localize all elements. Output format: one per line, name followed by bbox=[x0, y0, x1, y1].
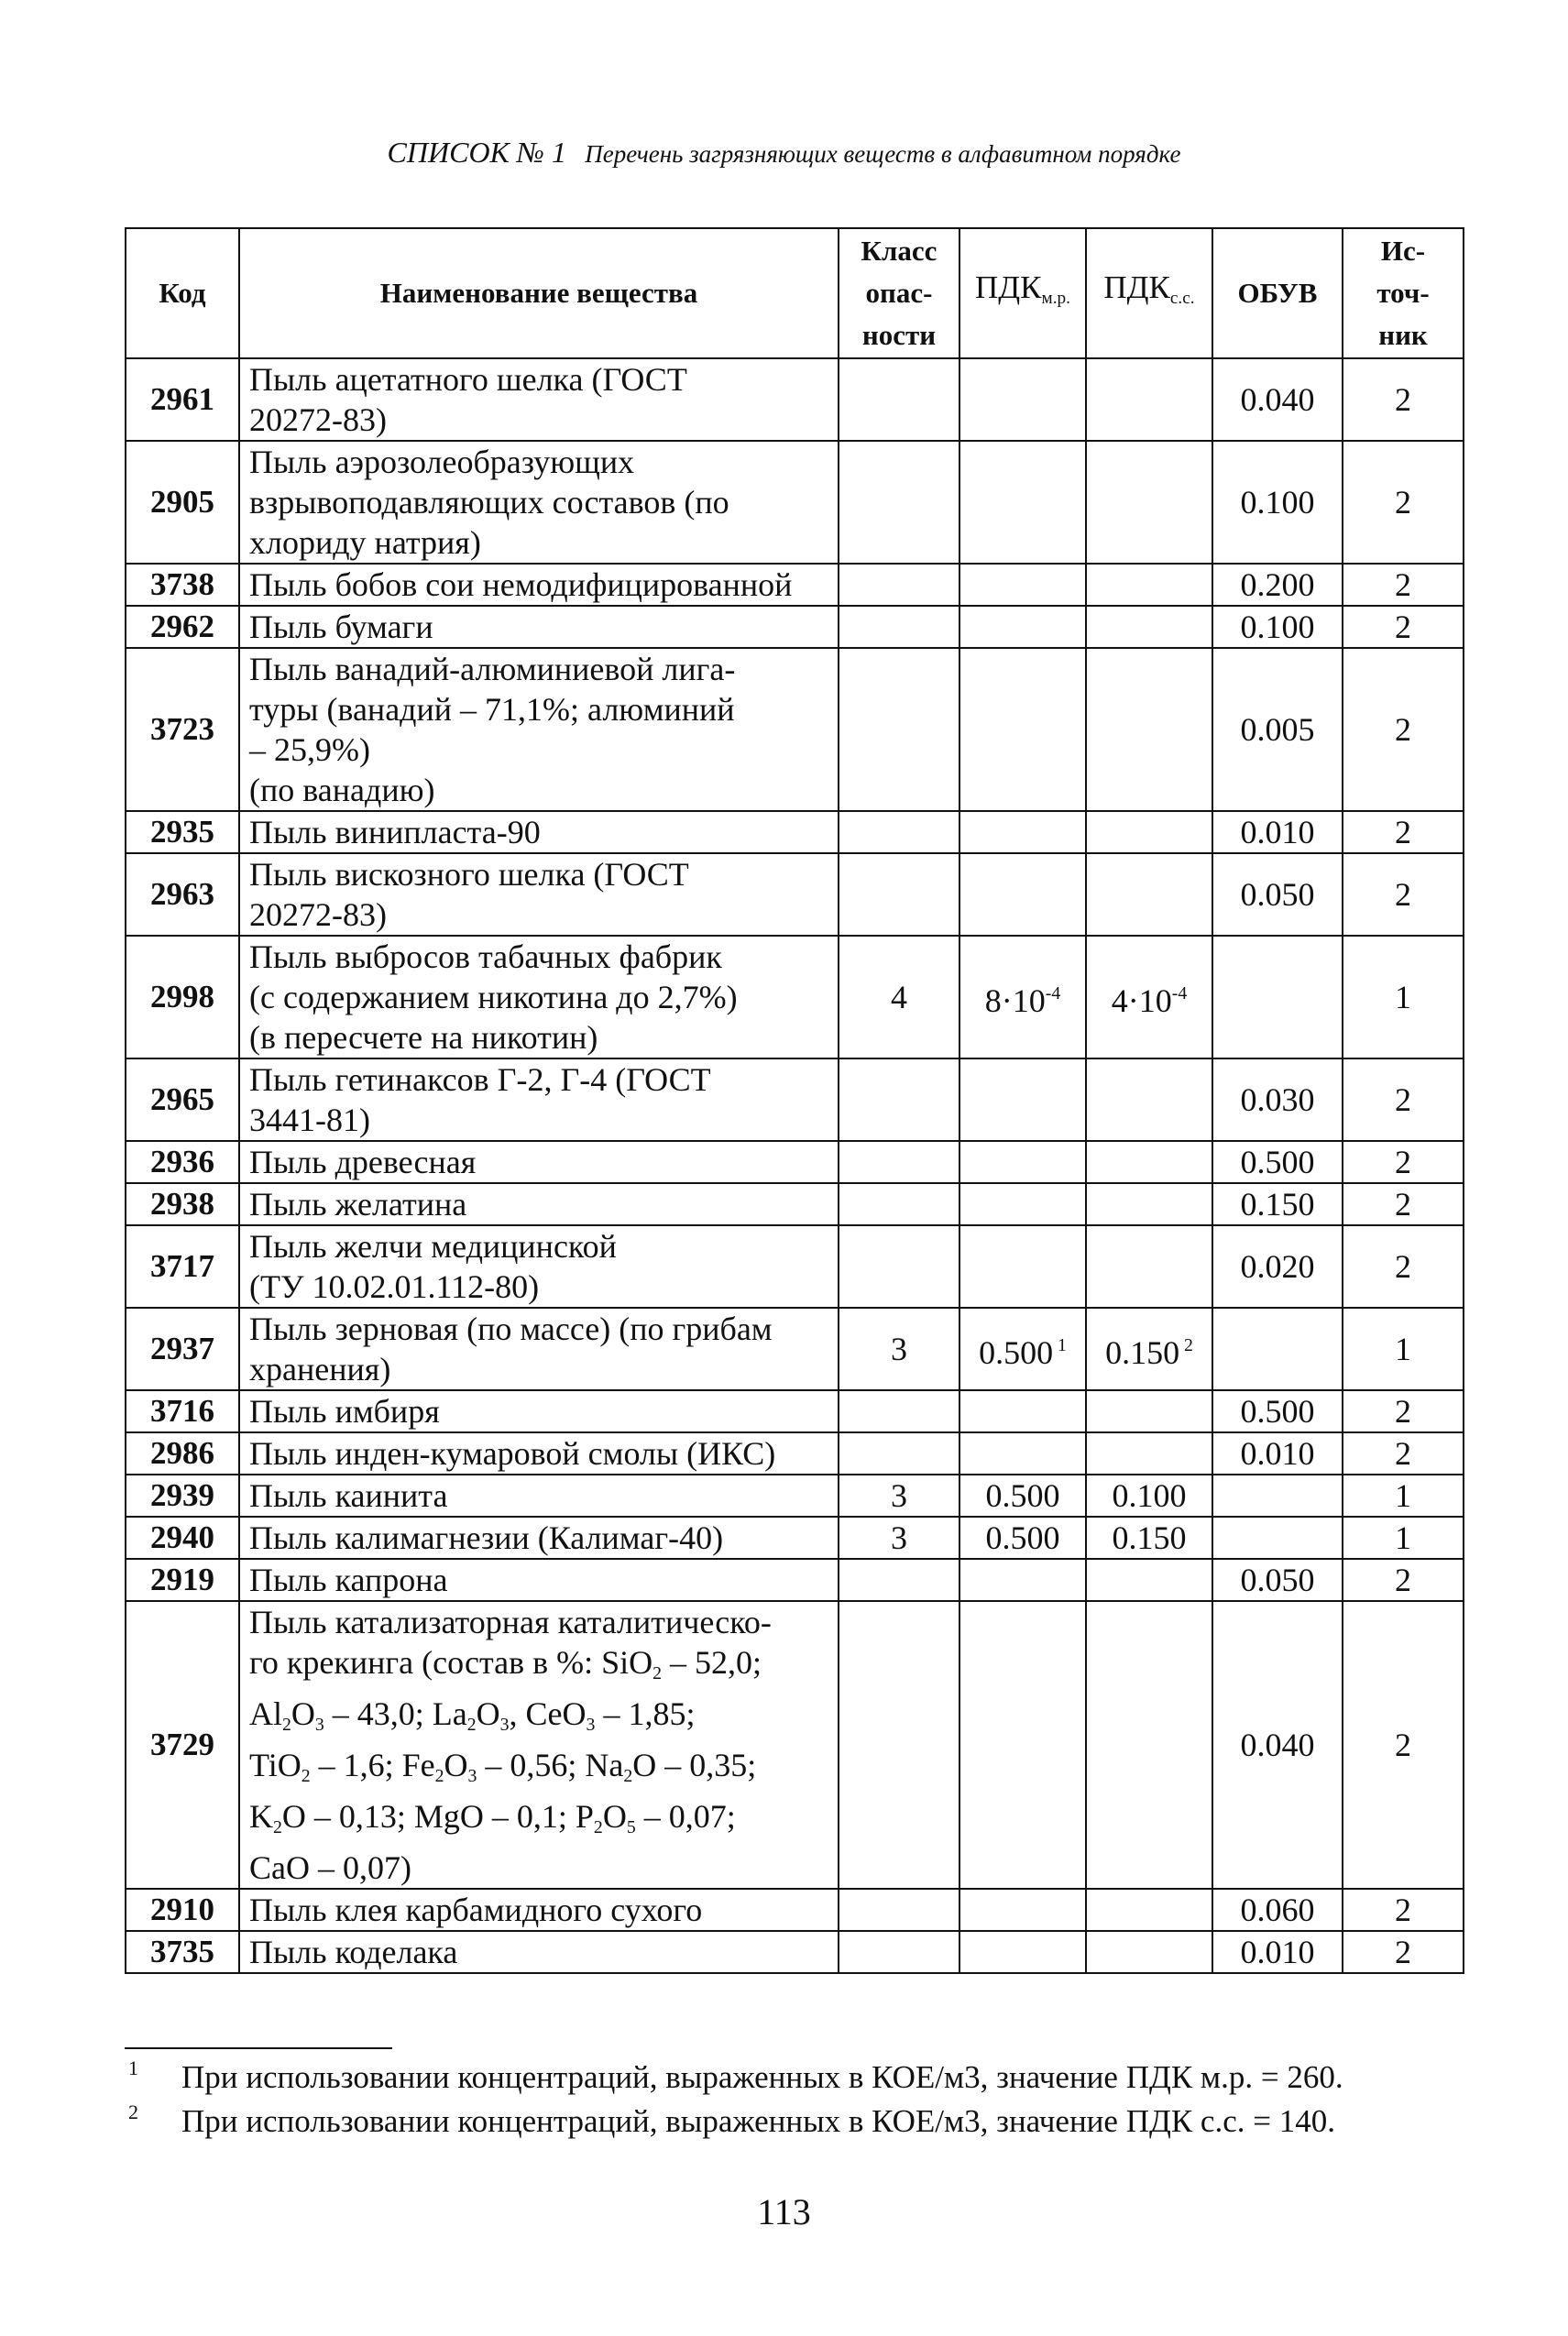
cell-code: 3723 bbox=[126, 648, 239, 811]
cell-pdk-ss bbox=[1086, 1141, 1212, 1183]
formula-subscript: 2 bbox=[273, 1816, 282, 1837]
col-header-hazard-class-line: опас- bbox=[865, 277, 933, 309]
cell-pdk-ss bbox=[1086, 564, 1212, 606]
cell-pdk-mr bbox=[959, 1058, 1086, 1141]
cell-name-line bbox=[249, 1694, 828, 1745]
table-row bbox=[126, 811, 1464, 853]
cell-hazard-class bbox=[839, 1559, 959, 1601]
cell-pdk-mr bbox=[959, 648, 1086, 811]
table-row bbox=[126, 1058, 1464, 1141]
cell-code: 2963 bbox=[126, 853, 239, 936]
footnote-mark: 1 bbox=[128, 2056, 138, 2079]
list-subtitle: Перечень загрязняющих веществ в алфавитном порядке bbox=[585, 140, 1181, 168]
cell-pdk-ss bbox=[1086, 1432, 1212, 1475]
formula-text: O bbox=[444, 1746, 468, 1783]
col-header-pdk-ss-sub: с.с. bbox=[1169, 288, 1195, 308]
cell-pdk-ss bbox=[1086, 1390, 1212, 1432]
table-row bbox=[126, 564, 1464, 606]
cell-hazard-class bbox=[839, 1432, 959, 1475]
cell-name-line: (с содержанием никотина до 2,7%) bbox=[249, 979, 738, 1015]
cell-name-line: Пыль винипласта-90 bbox=[249, 814, 541, 850]
cell-source: 1 bbox=[1343, 1475, 1464, 1517]
cell-source: 2 bbox=[1343, 358, 1464, 441]
table-header-row bbox=[126, 228, 1464, 358]
cell-code: 2905 bbox=[126, 441, 239, 564]
cell-pdk-mr bbox=[959, 1183, 1086, 1225]
cell-pdk-ss bbox=[1086, 1931, 1212, 1973]
cell-hazard-class bbox=[839, 1889, 959, 1931]
cell-name bbox=[239, 564, 839, 606]
footnote-text: При использовании концентраций, выраженных в КОЕ/м3, значение ПДК с.с. = 140. bbox=[181, 2103, 1335, 2139]
cell-pdk-ss bbox=[1086, 1889, 1212, 1931]
cell-name-line: Пыль капрона bbox=[249, 1562, 448, 1598]
cell-name bbox=[239, 1058, 839, 1141]
formula-text: , CeO bbox=[509, 1694, 587, 1732]
cell-code: 2939 bbox=[126, 1475, 239, 1517]
cell-pdk-mr bbox=[959, 1432, 1086, 1475]
cell-name-line: Пыль гетинаксов Г-2, Г-4 (ГОСТ bbox=[249, 1061, 711, 1098]
cell-name-line: Пыль бобов сои немодифицированной bbox=[249, 566, 793, 603]
footnote-divider bbox=[125, 2047, 392, 2049]
cell-name-line: Пыль выбросов табачных фабрик bbox=[249, 938, 722, 975]
cell-pdk-ss bbox=[1086, 1058, 1212, 1141]
cell-pdk-mr-exponent: -4 bbox=[1045, 983, 1061, 1004]
cell-pdk-mr bbox=[959, 564, 1086, 606]
cell-name-line: хранения) bbox=[249, 1351, 391, 1387]
table-row bbox=[126, 1141, 1464, 1183]
cell-obuv: 0.010 bbox=[1212, 1931, 1343, 1973]
cell-pdk-mr bbox=[959, 853, 1086, 936]
cell-source: 2 bbox=[1343, 1141, 1464, 1183]
table-row bbox=[126, 853, 1464, 936]
cell-pdk-mr bbox=[959, 811, 1086, 853]
cell-pdk-mr bbox=[959, 358, 1086, 441]
cell-pdk-mr bbox=[959, 936, 1086, 1058]
cell-obuv: 0.500 bbox=[1212, 1141, 1343, 1183]
cell-source: 2 bbox=[1343, 811, 1464, 853]
formula-subscript: 2 bbox=[434, 1765, 444, 1786]
cell-name-line bbox=[249, 1642, 828, 1694]
formula-subscript: 3 bbox=[586, 1714, 596, 1735]
cell-hazard-class: 3 bbox=[839, 1308, 959, 1390]
cell-name-line: взрывоподавляющих составов (по bbox=[249, 484, 729, 521]
col-header-source bbox=[1343, 228, 1464, 358]
cell-pdk-mr-base: 8·10 bbox=[984, 982, 1046, 1019]
formula-text: – 52,0; bbox=[662, 1644, 762, 1681]
table-row bbox=[126, 1517, 1464, 1559]
formula-subscript: 2 bbox=[593, 1816, 603, 1837]
table-row bbox=[126, 1432, 1464, 1475]
col-header-pdk-ss-main: ПДК bbox=[1103, 269, 1170, 306]
col-header-hazard-class-line: ности bbox=[861, 319, 937, 351]
cell-pdk-ss bbox=[1086, 648, 1212, 811]
cell-name-line: (в пересчете на никотин) bbox=[249, 1019, 598, 1056]
cell-name-line: (ТУ 10.02.01.112-80) bbox=[249, 1268, 540, 1305]
cell-name-line: Пыль аэрозолеобразующих bbox=[249, 444, 635, 480]
col-header-code: Код bbox=[126, 228, 239, 358]
cell-obuv: 0.050 bbox=[1212, 1559, 1343, 1601]
cell-pdk-mr bbox=[959, 1390, 1086, 1432]
footnotes bbox=[125, 2056, 1463, 2144]
page-number: 113 bbox=[757, 2191, 811, 2232]
cell-hazard-class bbox=[839, 648, 959, 811]
cell-source: 2 bbox=[1343, 1931, 1464, 1973]
cell-source: 2 bbox=[1343, 564, 1464, 606]
cell-hazard-class bbox=[839, 358, 959, 441]
table-row bbox=[126, 1889, 1464, 1931]
formula-text: – 1,85; bbox=[595, 1694, 696, 1732]
cell-hazard-class bbox=[839, 564, 959, 606]
formula-text: K bbox=[249, 1797, 273, 1835]
cell-hazard-class bbox=[839, 1601, 959, 1889]
cell-name bbox=[239, 1931, 839, 1973]
table-row bbox=[126, 1308, 1464, 1390]
col-header-source-line: Ис- bbox=[1380, 235, 1426, 267]
formula-subscript: 3 bbox=[467, 1765, 477, 1786]
cell-code: 3716 bbox=[126, 1390, 239, 1432]
cell-obuv bbox=[1212, 1475, 1343, 1517]
cell-pdk-ss bbox=[1086, 811, 1212, 853]
cell-code: 2910 bbox=[126, 1889, 239, 1931]
formula-text: – 0,07; bbox=[635, 1797, 736, 1835]
cell-pdk-ss bbox=[1086, 1308, 1212, 1390]
cell-obuv bbox=[1212, 936, 1343, 1058]
cell-obuv: 0.100 bbox=[1212, 606, 1343, 648]
cell-source: 2 bbox=[1343, 1432, 1464, 1475]
cell-obuv: 0.040 bbox=[1212, 1601, 1343, 1889]
cell-pdk-ss bbox=[1086, 1225, 1212, 1308]
col-header-pdk-mr-main: ПДК bbox=[975, 269, 1042, 306]
col-header-hazard-class bbox=[839, 228, 959, 358]
cell-hazard-class bbox=[839, 441, 959, 564]
formula-text: O bbox=[476, 1694, 500, 1732]
cell-source: 2 bbox=[1343, 648, 1464, 811]
cell-hazard-class bbox=[839, 1141, 959, 1183]
cell-code: 2937 bbox=[126, 1308, 239, 1390]
cell-hazard-class bbox=[839, 1183, 959, 1225]
cell-name-line: Пыль желчи медицинской bbox=[249, 1228, 617, 1265]
cell-pdk-mr: 0.500 bbox=[959, 1475, 1086, 1517]
cell-source: 1 bbox=[1343, 1517, 1464, 1559]
cell-name-line: (по ванадию) bbox=[249, 772, 435, 808]
cell-name-line: Пыль бумаги bbox=[249, 609, 433, 645]
col-header-pdk-mr bbox=[959, 228, 1086, 358]
cell-pdk-ss-base: 0.150 bbox=[1105, 1333, 1180, 1371]
formula-text: O bbox=[291, 1694, 315, 1732]
cell-source: 2 bbox=[1343, 1183, 1464, 1225]
cell-pdk-mr bbox=[959, 1225, 1086, 1308]
cell-obuv: 0.050 bbox=[1212, 853, 1343, 936]
cell-name bbox=[239, 1308, 839, 1390]
cell-source: 2 bbox=[1343, 853, 1464, 936]
cell-name bbox=[239, 1390, 839, 1432]
cell-source: 2 bbox=[1343, 1058, 1464, 1141]
cell-pdk-mr: 0.500 bbox=[959, 1517, 1086, 1559]
cell-source: 2 bbox=[1343, 441, 1464, 564]
cell-name-line bbox=[249, 1745, 828, 1796]
formula-subscript: 2 bbox=[282, 1714, 291, 1735]
cell-name-line: Пыль имбиря bbox=[249, 1393, 440, 1430]
cell-name bbox=[239, 1559, 839, 1601]
footnote-item bbox=[125, 2100, 1463, 2144]
cell-pdk-ss-base: 4·10 bbox=[1111, 982, 1172, 1019]
formula-text: CaO – 0,07) bbox=[249, 1848, 411, 1886]
cell-code: 2935 bbox=[126, 811, 239, 853]
cell-name-line bbox=[249, 1848, 828, 1888]
cell-pdk-mr bbox=[959, 1931, 1086, 1973]
table-row bbox=[126, 1475, 1464, 1517]
cell-pdk-mr-exponent: 1 bbox=[1053, 1335, 1067, 1356]
cell-obuv: 0.010 bbox=[1212, 811, 1343, 853]
cell-name-line: Пыль ацетатного шелка (ГОСТ bbox=[249, 361, 687, 398]
table-row bbox=[126, 936, 1464, 1058]
cell-code: 3738 bbox=[126, 564, 239, 606]
cell-obuv: 0.010 bbox=[1212, 1432, 1343, 1475]
cell-name-line: туры (ванадий – 71,1%; алюминий bbox=[249, 691, 735, 728]
table-row bbox=[126, 1559, 1464, 1601]
formula-subscript: 2 bbox=[623, 1765, 633, 1786]
cell-code: 2965 bbox=[126, 1058, 239, 1141]
cell-source: 2 bbox=[1343, 1225, 1464, 1308]
formula-text: Al bbox=[249, 1694, 282, 1732]
cell-name-line: Пыль древесная bbox=[249, 1144, 477, 1180]
cell-hazard-class bbox=[839, 853, 959, 936]
table-row bbox=[126, 1931, 1464, 1973]
cell-name bbox=[239, 1517, 839, 1559]
cell-source: 2 bbox=[1343, 1889, 1464, 1931]
table-row bbox=[126, 1390, 1464, 1432]
cell-code: 3729 bbox=[126, 1601, 239, 1889]
cell-code: 2919 bbox=[126, 1559, 239, 1601]
cell-code: 2940 bbox=[126, 1517, 239, 1559]
page-header bbox=[0, 136, 1568, 170]
cell-pdk-mr bbox=[959, 1601, 1086, 1889]
cell-obuv: 0.040 bbox=[1212, 358, 1343, 441]
cell-name-line: 20272-83) bbox=[249, 896, 387, 933]
cell-name bbox=[239, 648, 839, 811]
cell-name-line: Пыль вискозного шелка (ГОСТ bbox=[249, 856, 689, 893]
formula-text: O – 0,35; bbox=[632, 1746, 757, 1783]
cell-code: 2998 bbox=[126, 936, 239, 1058]
cell-hazard-class bbox=[839, 1058, 959, 1141]
formula-subscript: 3 bbox=[499, 1714, 510, 1735]
cell-name-line: Пыль зерновая (по массе) (по грибам bbox=[249, 1311, 773, 1347]
footnote-mark: 2 bbox=[128, 2100, 138, 2123]
cell-name-line: Пыль каинита bbox=[249, 1477, 448, 1514]
cell-name bbox=[239, 606, 839, 648]
cell-pdk-mr bbox=[959, 1308, 1086, 1390]
formula-text: O – 0,13; MgO – 0,1; P bbox=[281, 1797, 594, 1835]
cell-code: 2961 bbox=[126, 358, 239, 441]
cell-pdk-ss: 0.150 bbox=[1086, 1517, 1212, 1559]
cell-name bbox=[239, 1141, 839, 1183]
cell-obuv: 0.500 bbox=[1212, 1390, 1343, 1432]
cell-name bbox=[239, 1432, 839, 1475]
cell-pdk-ss-exponent: 2 bbox=[1179, 1335, 1193, 1356]
cell-code: 3735 bbox=[126, 1931, 239, 1973]
cell-obuv: 0.060 bbox=[1212, 1889, 1343, 1931]
cell-pdk-mr bbox=[959, 441, 1086, 564]
cell-hazard-class bbox=[839, 1390, 959, 1432]
col-header-obuv: ОБУВ bbox=[1212, 228, 1343, 358]
col-header-name: Наименование вещества bbox=[239, 228, 839, 358]
table-row bbox=[126, 606, 1464, 648]
formula-subscript: 2 bbox=[466, 1714, 477, 1735]
cell-hazard-class: 4 bbox=[839, 936, 959, 1058]
cell-name-line: Пыль коделака bbox=[249, 1933, 458, 1970]
cell-name-line: 3441-81) bbox=[249, 1102, 370, 1138]
cell-source: 2 bbox=[1343, 1601, 1464, 1889]
cell-pdk-mr-base: 0.500 bbox=[979, 1333, 1054, 1371]
cell-name-line: Пыль ванадий-алюминиевой лига- bbox=[249, 651, 736, 687]
table-row bbox=[126, 1601, 1464, 1889]
cell-pdk-mr bbox=[959, 1141, 1086, 1183]
cell-hazard-class: 3 bbox=[839, 1517, 959, 1559]
col-header-hazard-class-line: Класс bbox=[861, 235, 938, 267]
cell-hazard-class bbox=[839, 1225, 959, 1308]
cell-pdk-ss-exponent: -4 bbox=[1171, 983, 1188, 1004]
formula-subscript: 5 bbox=[626, 1816, 636, 1837]
cell-name-line: Пыль инден-кумаровой смолы (ИКС) bbox=[249, 1435, 776, 1472]
cell-name bbox=[239, 441, 839, 564]
cell-name bbox=[239, 1225, 839, 1308]
formula-subscript: 2 bbox=[301, 1765, 311, 1786]
cell-source: 2 bbox=[1343, 1390, 1464, 1432]
table-row bbox=[126, 648, 1464, 811]
cell-obuv bbox=[1212, 1517, 1343, 1559]
formula-subscript: 2 bbox=[652, 1662, 662, 1683]
cell-source: 1 bbox=[1343, 936, 1464, 1058]
col-header-pdk-mr-sub: м.р. bbox=[1041, 288, 1070, 308]
cell-pdk-ss bbox=[1086, 1559, 1212, 1601]
formula-subscript: 3 bbox=[314, 1714, 324, 1735]
table-row bbox=[126, 1225, 1464, 1308]
cell-name bbox=[239, 1601, 839, 1889]
cell-pdk-ss bbox=[1086, 1601, 1212, 1889]
cell-obuv: 0.020 bbox=[1212, 1225, 1343, 1308]
cell-name bbox=[239, 936, 839, 1058]
cell-hazard-class: 3 bbox=[839, 1475, 959, 1517]
cell-name-line: – 25,9%) bbox=[249, 731, 370, 768]
formula-text: – 43,0; La bbox=[323, 1694, 467, 1732]
cell-pdk-mr bbox=[959, 606, 1086, 648]
cell-name-line: Пыль калимагнезии (Калимаг-40) bbox=[249, 1519, 724, 1556]
cell-code: 2986 bbox=[126, 1432, 239, 1475]
cell-pdk-ss bbox=[1086, 606, 1212, 648]
cell-pdk-mr bbox=[959, 1889, 1086, 1931]
table-row bbox=[126, 358, 1464, 441]
col-header-source-line: ник bbox=[1378, 319, 1428, 351]
cell-code: 2962 bbox=[126, 606, 239, 648]
cell-name-line bbox=[249, 1796, 828, 1848]
table-row bbox=[126, 1183, 1464, 1225]
formula-text: Пыль катализаторная каталитическо- bbox=[249, 1604, 772, 1640]
formula-text: го крекинга (состав в %: SiO bbox=[249, 1644, 653, 1681]
cell-name bbox=[239, 853, 839, 936]
cell-obuv: 0.150 bbox=[1212, 1183, 1343, 1225]
cell-code: 3717 bbox=[126, 1225, 239, 1308]
substances-table bbox=[125, 227, 1464, 1974]
cell-pdk-ss: 0.100 bbox=[1086, 1475, 1212, 1517]
cell-source: 2 bbox=[1343, 606, 1464, 648]
cell-hazard-class bbox=[839, 811, 959, 853]
cell-name-line bbox=[249, 1602, 828, 1642]
formula-text: – 0,56; Na bbox=[477, 1746, 624, 1783]
cell-obuv: 0.005 bbox=[1212, 648, 1343, 811]
cell-name bbox=[239, 811, 839, 853]
table-row bbox=[126, 441, 1464, 564]
cell-hazard-class bbox=[839, 606, 959, 648]
formula-text: – 1,6; Fe bbox=[310, 1746, 435, 1783]
cell-source: 2 bbox=[1343, 1559, 1464, 1601]
cell-obuv bbox=[1212, 1308, 1343, 1390]
cell-pdk-mr bbox=[959, 1559, 1086, 1601]
col-header-source-line: точ- bbox=[1376, 277, 1430, 309]
table-body bbox=[126, 358, 1464, 1973]
cell-name-line: хлориду натрия) bbox=[249, 524, 481, 561]
cell-pdk-ss bbox=[1086, 936, 1212, 1058]
cell-code: 2938 bbox=[126, 1183, 239, 1225]
formula-text: TiO bbox=[249, 1746, 302, 1783]
cell-name-line: Пыль клея карбамидного сухого bbox=[249, 1891, 703, 1928]
cell-pdk-ss bbox=[1086, 358, 1212, 441]
cell-pdk-ss bbox=[1086, 441, 1212, 564]
col-header-pdk-ss bbox=[1086, 228, 1212, 358]
cell-name-line: 20272-83) bbox=[249, 401, 387, 438]
cell-pdk-ss bbox=[1086, 853, 1212, 936]
list-title: СПИСОК № 1 bbox=[387, 136, 566, 169]
cell-name bbox=[239, 1183, 839, 1225]
cell-source: 1 bbox=[1343, 1308, 1464, 1390]
cell-name bbox=[239, 1889, 839, 1931]
cell-code: 2936 bbox=[126, 1141, 239, 1183]
cell-obuv: 0.100 bbox=[1212, 441, 1343, 564]
cell-obuv: 0.030 bbox=[1212, 1058, 1343, 1141]
cell-name bbox=[239, 1475, 839, 1517]
cell-name bbox=[239, 358, 839, 441]
cell-name-line: Пыль желатина bbox=[249, 1186, 467, 1223]
footnote-item bbox=[125, 2056, 1463, 2100]
footnote-text: При использовании концентраций, выраженных в КОЕ/м3, значение ПДК м.р. = 260. bbox=[181, 2059, 1343, 2095]
cell-pdk-ss bbox=[1086, 1183, 1212, 1225]
cell-obuv: 0.200 bbox=[1212, 564, 1343, 606]
formula-text: O bbox=[602, 1797, 627, 1835]
cell-hazard-class bbox=[839, 1931, 959, 1973]
